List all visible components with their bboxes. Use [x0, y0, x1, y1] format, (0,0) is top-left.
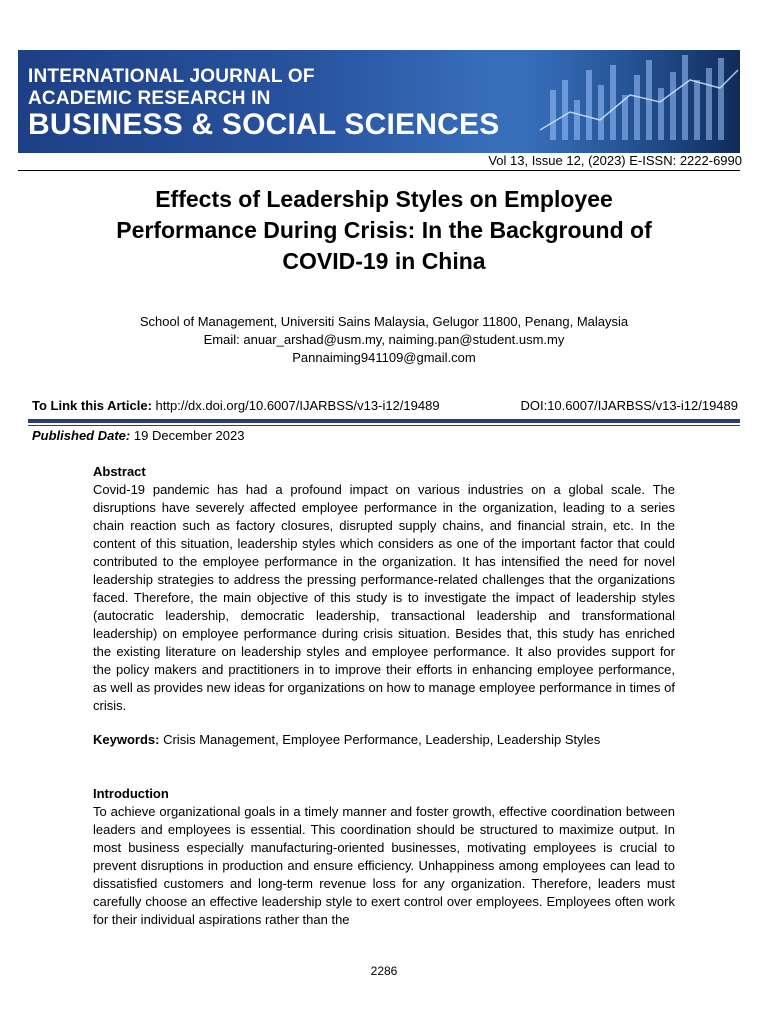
affiliation-school: School of Management, Universiti Sains Malaysia, Gelugor 11800, Penang, Malaysia	[139, 314, 629, 329]
section-rule	[28, 419, 740, 423]
stock-chart-graphic	[480, 50, 740, 153]
header-rule	[18, 170, 740, 171]
keywords	[93, 731, 675, 749]
affiliation-block	[84, 313, 684, 367]
abstract-text: Covid-19 pandemic has had a profound impact on various industries on a global scale. The disruptions have severely affected employee performance in the organization, leading to a series chain reaction such as factory closures, disrupted supply chains, and financial strain, etc. In the content of this situation, leadership styles which considers as one of the important factor that could contributed to the employee performance in the organization. It has intensified the need for novel leadership strategies to address the pressing performance-related challenges that the organizations faced. Therefore, the main objective of this study is to investigate the impact of leadership styles (autocratic leadership, democratic leadership, transactional leadership and transformational leadership) on employee performance during crisis situation. Besides that, this study has enriched the existing literature on leadership styles and employee performance. It also provides support for the policy makers and practitioners in to improve their efforts in enhancing employee performance, as well as provides new ideas for organizations on how to manage employee performance in times of crisis.	[93, 482, 675, 713]
affiliation-email-2: Pannaiming941109@gmail.com	[292, 350, 476, 365]
published-label: Published Date:	[32, 428, 131, 443]
banner-line-1: INTERNATIONAL JOURNAL OF	[28, 66, 315, 87]
volume-info: Vol 13, Issue 12, (2023) E-ISSN: 2222-6990	[488, 153, 742, 168]
article-link	[32, 398, 440, 413]
doi[interactable]: DOI:10.6007/IJARBSS/v13-i12/19489	[520, 398, 738, 413]
published-value: 19 December 2023	[133, 428, 245, 443]
section-rule-thin	[28, 425, 740, 426]
article-link-label: To Link this Article:	[32, 398, 152, 413]
paper-title: Effects of Leadership Styles on Employee Performance During Crisis: In the Background of COVID-19 in China	[116, 186, 652, 274]
keywords-value: Crisis Management, Employee Performance, Leadership, Leadership Styles	[163, 732, 601, 747]
page-number: 2286	[370, 964, 398, 978]
abstract-heading: Abstract	[93, 464, 146, 479]
article-link-row	[32, 398, 738, 413]
introduction-text: To achieve organizational goals in a timely manner and foster growth, effective coordination between leaders and employees is essential. This coordination should be structured to maximize output. In most business especially manufacturing-oriented businesses, motivating employees is crucial to prevent disruptions in production and ensure efficiency. Unhappiness among employees can lead to dissatisfied customers and long-term revenue loss for any organization. Therefore, leaders must carefully choose an effective leadership style to exert control over employees. Employees often work for their individual aspirations rather than the	[93, 804, 675, 927]
introduction-heading: Introduction	[93, 786, 169, 801]
published-date	[32, 428, 244, 443]
article-link-url[interactable]: http://dx.doi.org/10.6007/IJARBSS/v13-i12/19489	[155, 398, 440, 413]
banner-line-2: ACADEMIC RESEARCH IN	[28, 88, 271, 109]
keywords-label: Keywords:	[93, 732, 160, 747]
affiliation-email: Email: anuar_arshad@usm.my, naiming.pan@student.usm.my	[203, 332, 565, 347]
journal-banner	[18, 50, 740, 153]
banner-line-3: BUSINESS & SOCIAL SCIENCES	[28, 108, 500, 141]
